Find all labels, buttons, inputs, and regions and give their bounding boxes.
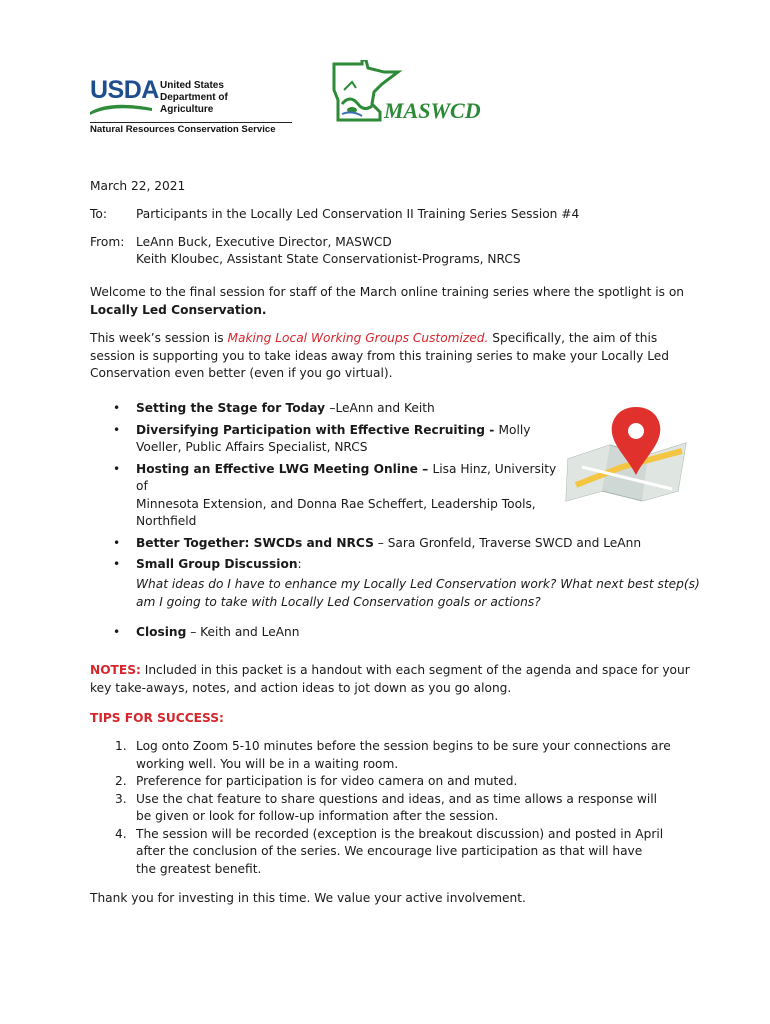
notes-paragraph: NOTES: Included in this packet is a handout with each segment of the agenda and space for your key take-aways, notes, and action ideas to jot down as you go along. xyxy=(90,663,690,695)
usda-wordmark: USDA xyxy=(90,76,159,104)
agenda-list xyxy=(113,400,642,574)
session-title: Making Local Working Groups Customized. xyxy=(227,331,489,345)
welcome-emphasis: Locally Led Conservation. xyxy=(90,302,267,317)
nrcs-service-name: Natural Resources Conservation Service xyxy=(90,124,276,135)
tip-item: 3. Use the chat feature to share questions and ideas, and as time allows a response will be given or look for follow-up information after the session. xyxy=(115,791,658,823)
to-label: To: xyxy=(90,207,107,221)
maswcd-wordmark: MASWCD xyxy=(384,98,481,123)
usda-divider xyxy=(90,122,292,123)
welcome-paragraph: Welcome to the final session for staff of the March online training series where the spotlight is on Locally Led Conservation. xyxy=(90,284,690,319)
agenda-item: • Setting the Stage for Today –LeAnn and Keith xyxy=(113,401,435,415)
agenda-item: • Diversifying Participation with Effective Recruiting - Molly Voeller, Public Affairs Specialist, NRCS xyxy=(113,422,531,454)
notes-label: NOTES: xyxy=(90,663,141,677)
tip-item: 1. Log onto Zoom 5-10 minutes before the session begins to be sure your connections are working well. You will be in a waiting room. xyxy=(115,739,671,771)
usda-swoosh-icon xyxy=(90,102,152,116)
maswcd-logo xyxy=(328,60,498,132)
memo-date: March 22, 2021 xyxy=(90,179,186,193)
agenda-item: • Better Together: SWCDs and NRCS – Sara Gronfeld, Traverse SWCD and LeAnn xyxy=(113,535,642,550)
closing-agenda-list xyxy=(113,624,300,642)
usda-department-text: United States Department of Agriculture xyxy=(160,80,228,115)
tip-item: 4. The session will be recorded (exception is the breakout discussion) and posted in April after the conclusion of the series. We encourage live participation as that will have the greatest benefit. xyxy=(115,826,664,876)
to-value: Participants in the Locally Led Conservation II Training Series Session #4 xyxy=(136,207,580,221)
from-label: From: xyxy=(90,235,125,249)
from-line-1: LeAnn Buck, Executive Director, MASWCD xyxy=(136,235,392,249)
from-line-2: Keith Kloubec, Assistant State Conservationist-Programs, NRCS xyxy=(136,252,521,266)
minnesota-map-icon xyxy=(328,60,498,132)
tip-item: 2. Preference for participation is for video camera on and muted. xyxy=(115,774,518,788)
tips-heading: TIPS FOR SUCCESS: xyxy=(90,711,224,725)
discussion-question: What ideas do I have to enhance my Locally Led Conservation work? What next best step(s) am I going to take with Locally Led Conservation goals or actions? xyxy=(136,577,700,609)
map-pin-icon xyxy=(562,405,692,505)
agenda-item: • Small Group Discussion: xyxy=(113,557,302,571)
agenda-item: • Hosting an Effective LWG Meeting Online – Lisa Hinz, University of Minnesota Extension, and Donna Rae Scheffert, Leadership Tools, Northfield xyxy=(113,461,557,528)
tips-list xyxy=(115,738,696,878)
usda-logo xyxy=(90,74,295,136)
session-paragraph: This week’s session is Making Local Working Groups Customized. Specifically, the aim of this session is supporting you to take ideas away from this training series to make your Locally Led Conservation even better (even if you go virtual). xyxy=(90,331,670,380)
agenda-item-closing: • Closing – Keith and LeAnn xyxy=(113,625,300,639)
closing-thanks: Thank you for investing in this time. We value your active involvement. xyxy=(90,891,526,905)
